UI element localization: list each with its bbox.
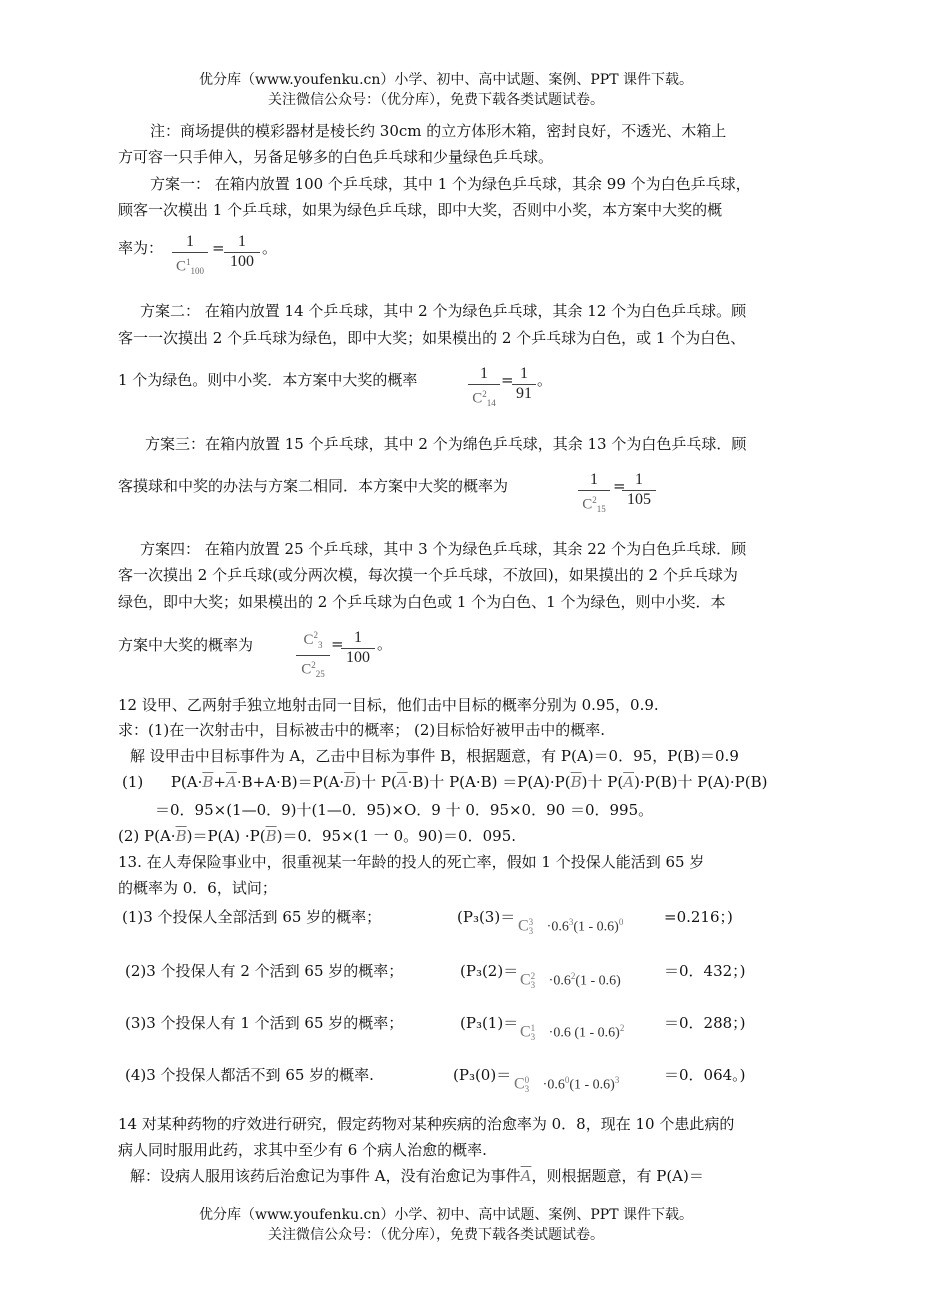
note-line-1: 注：商场提供的模彩器材是棱长约 30cm 的立方体形木箱，密封良好，不透光、木箱上: [150, 122, 727, 140]
plan4-line-2: 客一次摸出 2 个乒乓球(或分两次模，每次摸一个乒乓球，不放回)，如果摸出的 2 个乒乓球为: [118, 566, 738, 584]
q13-item-4-formula: C 0 3 $\cdot 0.6^0(1 - 0.6)^3$: [514, 1075, 620, 1095]
plan4-fraction-2: [341, 628, 375, 667]
plan1-line-1: 方案一： 在箱内放置 100 个乒乓球，其中 1 个为绿色乒乓球，其余 99 个为白色乒乓球，: [150, 175, 751, 193]
plan3-f1-sub: 15: [596, 503, 606, 514]
plan2-f1-den: C: [472, 390, 483, 407]
q13-item-3-result: ＝0．288；): [664, 1014, 746, 1032]
q14-line-3a: 解：设病人服用该药后治愈记为事件 A，没有治愈记为事件: [130, 1167, 521, 1185]
q13-item-2-result: ＝0．432；): [664, 962, 746, 980]
q13-item-2-sub: 3: [530, 980, 536, 991]
plan4-equals: =: [331, 635, 344, 653]
header-line-1: 优分库（www.youfenku.cn）小学、初中、高中试题、案例、PPT 课件下载。: [199, 72, 694, 88]
q13-item-1-prefix: (P₃(3)＝: [457, 908, 516, 926]
q12-step1-g: )·P(B)十 P(A)·P(B): [634, 773, 768, 791]
q12-step1-a: P(A·: [170, 773, 203, 791]
q13-item-4-prefix: (P₃(0)＝: [453, 1066, 512, 1084]
q13-item-1-mid: ·0.6: [546, 919, 569, 935]
q13-item-4-question: (4)3 个投保人都活不到 65 岁的概率.: [125, 1066, 374, 1084]
plan3-prob-prefix: 客摸球和中奖的办法与方案二相同．本方案中大奖的概率为: [118, 477, 509, 495]
q12-step2-c: )＝0．95×(1 一 0。90)＝0．095.: [276, 827, 517, 845]
q13-line-2: 的概率为 0．6，试问；: [118, 879, 277, 897]
plan2-end: 。: [537, 371, 553, 389]
plan4-f2-num: 1: [354, 629, 362, 646]
q12-step2-b: )＝P(A) ·P(: [186, 827, 266, 845]
plan2-line-1: 方案二： 在箱内放置 14 个乒乓球，其中 2 个为绿色乒乓球，其余 12 个为白色乒乓球。顾: [140, 302, 747, 320]
plan2-line-2: 客一一次摸出 2 个乒乓球为绿色，即中大奖；如果模出的 2 个乒乓球为白色，或 1 个为白色、: [118, 329, 746, 347]
q12-bar-a: $\overline{A}$: [225, 773, 237, 791]
q13-item-3-question: (3)3 个投保人有 1 个活到 65 岁的概率；: [125, 1014, 404, 1032]
plan1-line-2: 顾客一次模出 1 个乒乓球，如果为绿色乒乓球，即中大奖，否则中小奖，本方案中大奖的概: [118, 201, 723, 219]
q13-item-1-formula: C 3 3 $\cdot 0.6^3(1 - 0.6)^0$: [518, 917, 624, 937]
q13-item-2-e1: 2: [570, 971, 576, 981]
q13-item-1-question: (1)3 个投保人全部活到 65 岁的概率；: [122, 908, 382, 926]
q13-item-1-result: =0.216；): [664, 908, 733, 926]
q13-item-1-sup: 3: [528, 917, 534, 928]
q13-item-2-question: (2)3 个投保人有 2 个活到 65 岁的概率；: [125, 962, 404, 980]
plan2-fraction-2: [512, 364, 536, 403]
plan4-f1-num: C: [303, 632, 314, 648]
plan3-equals: =: [613, 477, 626, 495]
q13-item-2-paren: (1 - 0.6): [575, 973, 621, 989]
q12-step1-label: (1): [122, 773, 144, 791]
q12-step1-d: )十 P(: [355, 773, 397, 791]
q13-item-3-paren: (1 - 0.6): [570, 1025, 620, 1041]
q12-step2-bar-b-2: $\overline{B}$: [265, 827, 277, 845]
plan2-f1-sup: 2: [482, 389, 487, 399]
plan1-f2-num: 1: [238, 233, 246, 250]
q13-item-3-prefix: (P₃(1)＝: [460, 1014, 519, 1032]
q13-item-4-sup: 0: [524, 1075, 530, 1086]
q13-item-1-e2: 0: [618, 917, 624, 927]
q12-step2: [118, 826, 516, 846]
q13-item-4-mid: ·0.6: [542, 1077, 565, 1093]
q13-item-4-sub: 3: [524, 1084, 530, 1095]
q13-item-3-formula: C 1 3 ·0.6 (1 - 0.6)$^2$: [520, 1023, 625, 1043]
q14-line-1: 14 对某种药物的疗效进行研究，假定药物对某种疾病的治愈率为 0．8，现在 10 个患此病的: [118, 1115, 735, 1133]
q12-bar-b-2: $\overline{B}$: [344, 773, 356, 791]
q12-step1-b: +: [213, 773, 226, 791]
q13-item-4-e2: 3: [614, 1075, 620, 1085]
plan1-f1-den: C: [175, 258, 186, 275]
plan4-end: 。: [377, 635, 393, 653]
q13-item-4-paren: (1 - 0.6): [569, 1077, 615, 1093]
plan4-f1-num-sup: 2: [313, 630, 318, 640]
footer-line-1: 优分库（www.youfenku.cn）小学、初中、高中试题、案例、PPT 课件下载。: [199, 1207, 694, 1223]
plan1-f1-num: 1: [186, 233, 194, 250]
header-line-2: 关注微信公众号：（优分库），免费下载各类试题试卷。: [268, 92, 604, 108]
plan1-f1-sup: 1: [186, 257, 191, 267]
q14-line-3: [130, 1166, 704, 1186]
plan3-f2-den: 105: [627, 491, 651, 508]
q12-step1-line-2: ＝0．95×(1—0．9)十(1—0．95)×O．9 十 0．95×0．90 ＝0．995。: [155, 801, 654, 819]
q13-item-3-mid: ·0.6: [548, 1025, 571, 1041]
q13-item-3-e2: 2: [619, 1023, 625, 1033]
q12-bar-a-2: $\overline{A}$: [396, 773, 408, 791]
q13-item-2-formula: C 2 3 $\cdot 0.6^2(1 - 0.6)$: [520, 971, 621, 991]
q13-item-1-sub: 3: [528, 926, 534, 937]
q13-item-3-sub: 3: [530, 1032, 536, 1043]
q13-item-2-sup: 2: [530, 971, 536, 982]
q12-step1: [122, 772, 768, 792]
plan3-fraction-2: [622, 470, 656, 509]
plan4-line-1: 方案四： 在箱内放置 25 个乒乓球，其中 3 个为绿色乒乓球，其余 22 个为白色乒乓球．顾: [140, 540, 747, 558]
q12-step2-a: (2) P(A·: [118, 827, 176, 845]
q13-line-1: 13. 在人寿保险事业中，很重视某一年龄的投人的死亡率，假如 1 个投保人能活到 65 岁: [118, 853, 705, 871]
plan1-fraction-2: [224, 232, 260, 271]
plan4-f1-sup: 2: [311, 660, 316, 670]
q14-line-2: 病人同时服用此药，求其中至少有 6 个病人治愈的概率.: [118, 1141, 487, 1159]
plan2-f1-num: 1: [480, 365, 488, 382]
plan4-f2-den: 100: [346, 649, 370, 666]
q12-line-3: 解 设甲击中目标事件为 A，乙击中目标为事件 B，根据题意，有 P(A)＝0．95，P(B)＝0.9: [130, 747, 739, 765]
q13-item-1-e1: 3: [568, 917, 574, 927]
plan2-f1-sub: 14: [486, 397, 496, 408]
plan3-f1-num: 1: [590, 471, 598, 488]
q12-line-2: 求：(1)在一次射击中，目标被击中的概率； (2)目标恰好被甲击中的概率.: [118, 721, 606, 739]
plan1-f2-den: 100: [230, 253, 254, 270]
plan4-f1-den: C: [301, 661, 312, 678]
note-line-2: 方可容一只手伸入，另备足够多的白色乒乓球和少量绿色乒乓球。: [118, 148, 554, 166]
plan1-f1-sub: 100: [190, 265, 204, 276]
q12-step2-bar-b: $\overline{B}$: [175, 827, 187, 845]
plan3-f1-den: C: [582, 496, 593, 513]
q12-bar-a-3: $\overline{A}$: [623, 773, 635, 791]
plan1-end: 。: [262, 239, 278, 257]
q12-step1-f: )十 P(: [581, 773, 624, 791]
q13-item-2-prefix: (P₃(2)＝: [460, 962, 519, 980]
plan3-f1-sup: 2: [592, 495, 597, 505]
q13-item-3-sup: 1: [530, 1023, 536, 1034]
q12-step1-e: ·B)十 P(A·B) ＝P(A)·P(: [407, 773, 571, 791]
plan4-line-3: 绿色，即中大奖；如果模出的 2 个乒乓球为白色或 1 个为白色、1 个为绿色，则中小奖．本: [118, 593, 726, 611]
plan3-fraction-1: [578, 470, 610, 518]
q14-bar-a: $\overline{A}$: [520, 1167, 532, 1185]
q13-item-4-result: ＝0．064。): [664, 1066, 746, 1084]
q12-step1-c: ·B+A·B)＝P(A·: [236, 773, 345, 791]
plan4-f1-num-sub: 3: [318, 640, 323, 650]
plan1-prob-prefix: 率为：: [118, 239, 164, 257]
plan1-equals: =: [212, 239, 225, 257]
q13-item-4-e1: 0: [564, 1075, 570, 1085]
plan3-f2-num: 1: [635, 471, 643, 488]
footer-line-2: 关注微信公众号：（优分库），免费下载各类试题试卷。: [268, 1227, 604, 1243]
plan2-prob-prefix: 1 个为绿色。则中小奖．本方案中大奖的概率: [118, 371, 418, 389]
plan2-f2-num: 1: [520, 365, 528, 382]
q12-bar-b-3: $\overline{B}$: [570, 773, 582, 791]
plan2-fraction-1: [468, 364, 500, 412]
plan4-f1-sub: 25: [315, 668, 325, 679]
plan4-fraction-1: [296, 625, 330, 683]
q12-line-1: 12 设甲、乙两射手独立地射击同一目标，他们击中目标的概率分别为 0.95，0.9.: [118, 696, 659, 714]
plan1-fraction-1: [172, 232, 208, 280]
plan2-equals: =: [501, 371, 514, 389]
q12-bar-b: $\overline{B}$: [202, 773, 214, 791]
plan2-f2-den: 91: [516, 385, 532, 402]
q13-item-2-mid: ·0.6: [548, 973, 571, 989]
plan3-line-1: 方案三：在箱内放置 15 个乒乓球，其中 2 个为绵色乒乓球，其余 13 个为白色乒乓球．顾: [145, 435, 747, 453]
q14-line-3b: ，则根据题意，有 P(A)＝: [531, 1167, 704, 1185]
plan4-prob-prefix: 方案中大奖的概率为: [118, 636, 254, 654]
q13-item-1-paren: (1 - 0.6): [573, 919, 619, 935]
